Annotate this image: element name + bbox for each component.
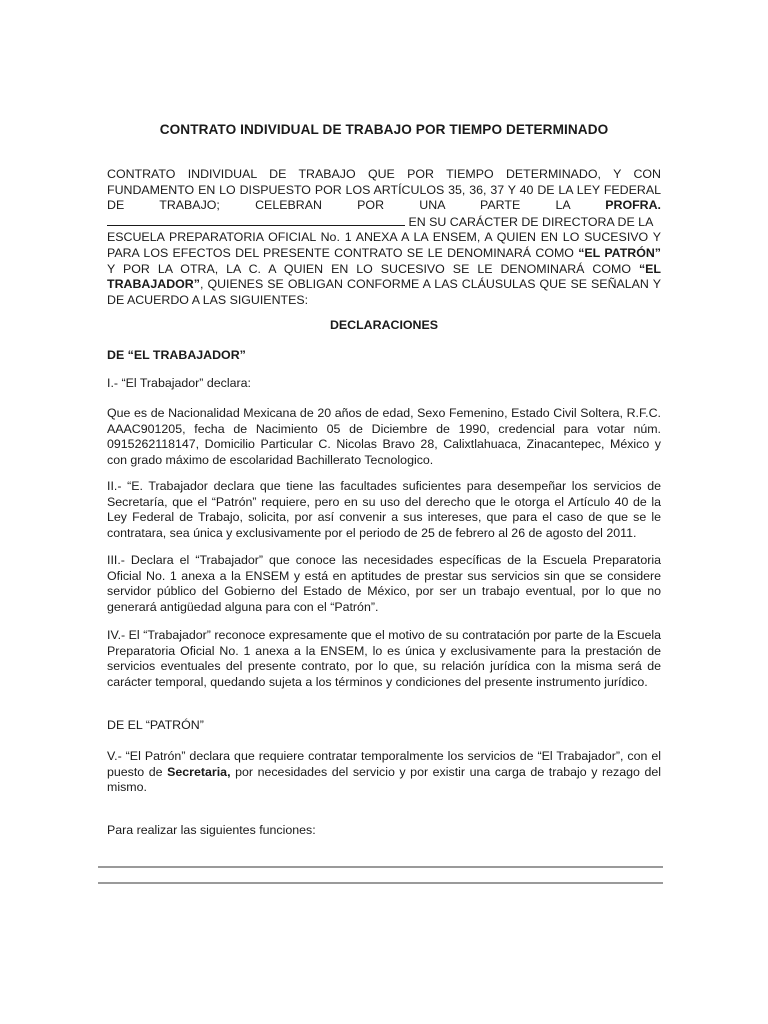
intro-text: DE TRABAJO; CELEBRAN POR UNA PARTE LA — [107, 198, 570, 213]
intro-paragraph — [107, 167, 661, 308]
declaration-iii: III.- Declara el “Trabajador” que conoce las necesidades específicas de la Escuela Preparatoria Oficial No. 1 anexa a la ENSEM y está en aptitudes de prestar sus servicios sin que se considere servidor público del Gobierno del Estado de México, por ser un trabajo eventual, por lo que no generará antigüedad alguna para con el “Patrón”. — [107, 553, 661, 614]
intro-line — [107, 262, 661, 278]
declaration-v-text: por necesidades del servicio y por existir una carga de trabajo y rezago del mismo. — [107, 764, 661, 795]
name-blank-field — [107, 214, 405, 226]
intro-bold-text: TRABAJADOR” — [107, 277, 200, 292]
intro-line — [107, 198, 661, 214]
intro-text: EN SU CARÁCTER DE DIRECTORA DE LA — [408, 214, 654, 229]
intro-line: CONTRATO INDIVIDUAL DE TRABAJO QUE POR TIEMPO DETERMINADO, Y CON — [107, 167, 661, 181]
declaration-nacionalidad: Que es de Nacionalidad Mexicana de 20 años de edad, Sexo Femenino, Estado Civil Soltera, R.F.C. AAAC901205, fecha de Nacimiento 05 de Diciembre de 1990, credencial para votar núm. 0915262118147, Domicilio Particular C. Nicolas Bravo 28, Calixtlahuaca, Zinacantepec, México y con grado máximo de escolaridad Bachillerato Tecnologico. — [107, 406, 661, 467]
funciones-paragraph: Para realizar las siguientes funciones: — [107, 823, 316, 837]
intro-bold-text: “EL — [638, 261, 661, 276]
declaration-iv: IV.- El “Trabajador” reconoce expresamente que el motivo de su contratación por parte de la Escuela Preparatoria Oficial No. 1 anexa a la ENSEM, lo es única y exclusivamente para la prestación de servicios eventuales del presente contrato, por lo que, su relación jurídica con la misma será de carácter temporal, quedando sujeta a los términos y condiciones del presente instrumento jurídico. — [107, 628, 661, 689]
declaration-v — [107, 749, 661, 796]
blank-line-divider — [98, 882, 663, 884]
patron-heading: DE EL “PATRÓN” — [107, 718, 204, 732]
intro-line — [107, 246, 661, 262]
intro-line: ESCUELA PREPARATORIA OFICIAL No. 1 ANEXA A LA ENSEM, A QUIEN EN LO SUCESIVO Y — [107, 230, 661, 245]
intro-line: FUNDAMENTO EN LO DISPUESTO POR LOS ARTÍCULOS 35, 36, 37 Y 40 DE LA LEY FEDERAL — [107, 182, 661, 197]
blank-line-divider — [98, 866, 663, 868]
intro-line — [107, 214, 661, 231]
intro-bold-text: PROFRA. — [605, 198, 661, 213]
declaration-v-text: V.- “El Patrón” declara que requiere contratar temporalmente los servicios de “El Trabajador”, con el puesto de — [107, 749, 661, 779]
declaration-ii: II.- “E. Trabajador declara que tiene las facultades suficientes para desempeñar los servicios de Secretaría, que el “Patrón” requiere, pero en su uso del derecho que le otorga el Artículo 40 de la Ley Federal de Trabajo, solicita, por así convenir a sus intereses, que para el caso de que se le contratara, sea única y exclusivamente por el periodo de 25 de febrero al 26 de agosto del 2011. — [107, 479, 661, 540]
document-title: CONTRATO INDIVIDUAL DE TRABAJO POR TIEMPO DETERMINADO — [159, 122, 609, 137]
trabajador-heading: DE “EL TRABAJADOR” — [107, 348, 246, 362]
intro-text: Y POR LA OTRA, LA C. A QUIEN EN LO SUCESIVO SE LE DENOMINARÁ COMO — [107, 261, 631, 276]
intro-line: DE ACUERDO A LAS SIGUIENTES: — [107, 292, 309, 307]
intro-bold-text: “EL PATRÓN” — [578, 245, 661, 260]
declaraciones-heading: DECLARACIONES — [329, 318, 439, 332]
intro-text: , QUIENES SE OBLIGAN CONFORME A LAS CLÁUSULAS QUE SE SEÑALAN Y — [199, 277, 661, 292]
declaration-i: I.- “El Trabajador” declara: — [107, 376, 251, 390]
intro-text: PARA LOS EFECTOS DEL PRESENTE CONTRATO SE LE DENOMINARÁ COMO — [107, 245, 574, 260]
declaration-v-bold: Secretaria, — [167, 764, 231, 779]
intro-line — [107, 277, 661, 293]
